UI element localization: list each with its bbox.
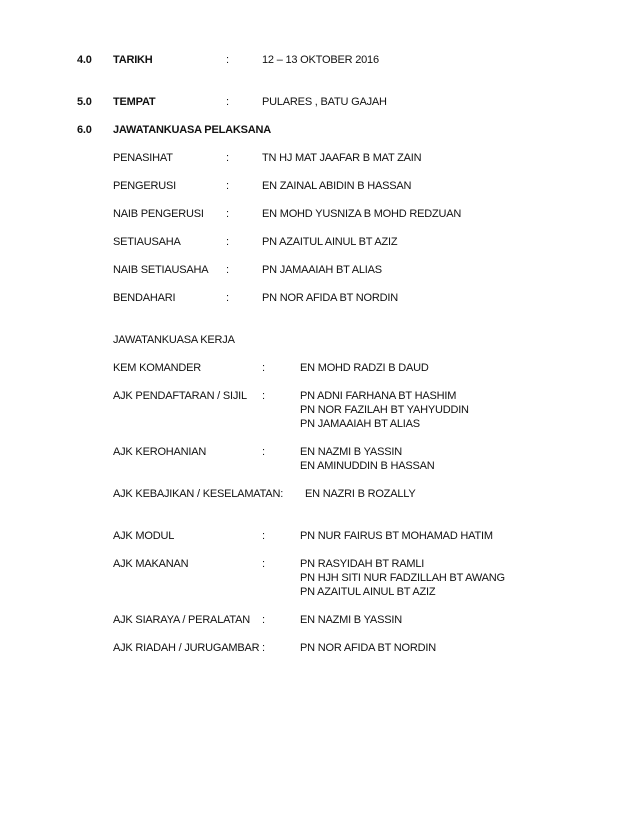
colon: : (226, 264, 229, 276)
member-name: EN ZAINAL ABIDIN B HASSAN (262, 180, 412, 192)
colon: : (262, 614, 265, 626)
member-name: PN RASYIDAH BT RAMLI (300, 558, 425, 570)
member-name: EN NAZRI B ROZALLY (305, 488, 416, 500)
colon: : (226, 152, 229, 164)
colon: : (226, 180, 229, 192)
member-name: PN AZAITUL AINUL BT AZIZ (300, 586, 436, 598)
role-label: PENGERUSI (113, 180, 176, 192)
member-name: PN NOR AFIDA BT NORDIN (262, 292, 398, 304)
section-number: 4.0 (77, 54, 92, 66)
role-label: NAIB PENGERUSI (113, 208, 204, 220)
colon: : (226, 54, 229, 66)
member-name: PN ADNI FARHANA BT HASHIM (300, 390, 457, 402)
member-name: PN AZAITUL AINUL BT AZIZ (262, 236, 398, 248)
colon: : (262, 362, 265, 374)
section-label-tarikh: TARIKH (113, 54, 153, 66)
member-name: PN JAMAAIAH BT ALIAS (300, 418, 420, 430)
section-value-tarikh: 12 – 13 OKTOBER 2016 (262, 54, 379, 66)
role-label: AJK KEBAJIKAN / KESELAMATAN: (113, 488, 284, 500)
section-number: 6.0 (77, 124, 92, 136)
role-label: AJK RIADAH / JURUGAMBAR (113, 642, 260, 654)
colon: : (262, 530, 265, 542)
colon: : (226, 236, 229, 248)
role-label: BENDAHARI (113, 292, 176, 304)
role-label: AJK KEROHANIAN (113, 446, 207, 458)
colon: : (226, 96, 229, 108)
role-label: AJK MODUL (113, 530, 175, 542)
role-label: KEM KOMANDER (113, 362, 202, 374)
member-name: EN NAZMI B YASSIN (300, 614, 402, 626)
member-name: PN NOR FAZILAH BT YAHYUDDIN (300, 404, 469, 416)
role-label: AJK MAKANAN (113, 558, 189, 570)
role-label: AJK SIARAYA / PERALATAN (113, 614, 251, 626)
member-name: PN NOR AFIDA BT NORDIN (300, 642, 436, 654)
colon: : (262, 390, 265, 402)
role-label: NAIB SETIAUSAHA (113, 264, 209, 276)
section-heading-pelaksana: JAWATANKUASA PELAKSANA (113, 124, 271, 136)
colon: : (262, 446, 265, 458)
colon: : (226, 292, 229, 304)
section-number: 5.0 (77, 96, 92, 108)
colon: : (262, 558, 265, 570)
section-label-tempat: TEMPAT (113, 96, 156, 108)
member-name: EN AMINUDDIN B HASSAN (300, 460, 435, 472)
role-label: SETIAUSAHA (113, 236, 181, 248)
member-name: TN HJ MAT JAAFAR B MAT ZAIN (262, 152, 422, 164)
subsection-heading-kerja: JAWATANKUASA KERJA (113, 334, 235, 346)
member-name: PN JAMAAIAH BT ALIAS (262, 264, 382, 276)
member-name: EN NAZMI B YASSIN (300, 446, 402, 458)
member-name: EN MOHD YUSNIZA B MOHD REDZUAN (262, 208, 462, 220)
colon: : (226, 208, 229, 220)
role-label: AJK PENDAFTARAN / SIJIL (113, 390, 247, 402)
role-label: PENASIHAT (113, 152, 173, 164)
section-value-tempat: PULARES , BATU GAJAH (262, 96, 387, 108)
member-name: PN HJH SITI NUR FADZILLAH BT AWANG (300, 572, 505, 584)
member-name: PN NUR FAIRUS BT MOHAMAD HATIM (300, 530, 493, 542)
colon: : (262, 642, 265, 654)
member-name: EN MOHD RADZI B DAUD (300, 362, 429, 374)
